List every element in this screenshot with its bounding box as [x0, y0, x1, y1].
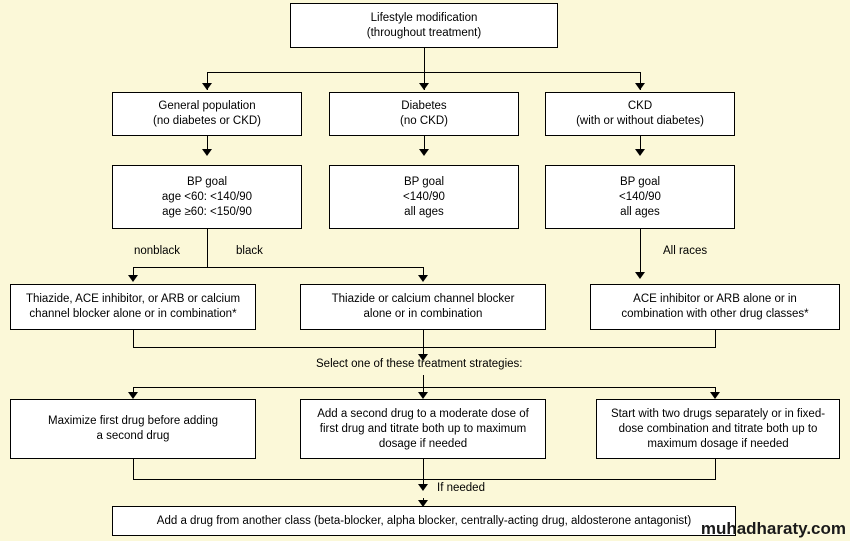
box-line: first drug and titrate both up to maximum	[319, 422, 527, 435]
arrow-to-diabetes	[419, 83, 429, 90]
connector-strategy3-out	[715, 459, 716, 479]
box-line: Add a second drug to a moderate dose of	[317, 407, 529, 420]
arrow-to-ckd-drugs	[635, 272, 645, 279]
arrow-to-black-drugs	[418, 275, 428, 282]
arrow-to-general-population	[202, 83, 212, 90]
drug-options-ckd-box	[590, 284, 840, 330]
box-line: Add a drug from another class (beta-blocker, alpha blocker, centrally-acting drug, aldosterone antagonist)	[156, 514, 692, 527]
box-line: CKD	[627, 100, 653, 112]
box-line: Thiazide or calcium channel blocker	[331, 293, 515, 305]
box-line: alone or in combination	[363, 308, 483, 320]
box-line: ACE inhibitor or ARB alone or in	[633, 293, 797, 305]
box-line: all ages	[620, 205, 660, 218]
box-line: (throughout treatment)	[366, 26, 482, 39]
connector-drug2-down	[423, 330, 424, 347]
label-black: black	[236, 245, 263, 257]
connector-race-bus	[133, 267, 423, 268]
box-line: Diabetes	[401, 100, 447, 112]
connector-strategy-bus	[133, 387, 716, 388]
connector-strategy-down	[423, 375, 424, 387]
connector-ckd-goal-down	[640, 229, 641, 275]
box-line: General population	[158, 100, 256, 112]
box-line: a second drug	[96, 430, 170, 442]
connector-drug1-down	[133, 330, 134, 347]
box-line: <140/90	[403, 190, 445, 203]
drug-options-black-box	[300, 284, 546, 330]
bp-goal-ckd-box	[545, 165, 735, 229]
general-population-box	[112, 92, 302, 136]
box-line: Maximize first drug before adding	[47, 415, 219, 427]
box-line: Start with two drugs separately or in fixed-	[610, 407, 826, 420]
arrow-to-goal-1	[202, 149, 212, 156]
arrow-to-ckd	[635, 83, 645, 90]
lifestyle-modification-box	[290, 3, 558, 48]
arrow-to-goal-3	[635, 149, 645, 156]
arrow-to-strategy-3	[710, 392, 720, 399]
box-line: (no diabetes or CKD)	[152, 115, 262, 127]
connector-drug3-down	[715, 330, 716, 347]
box-line: age <60: <140/90	[161, 190, 253, 203]
arrow-to-strategy-2	[418, 392, 428, 399]
arrow-to-if-needed	[418, 484, 428, 491]
strategy-start-two-drugs-box	[596, 399, 840, 459]
box-line: maximum dosage if needed	[647, 437, 789, 450]
connector-strategy2-out	[423, 459, 424, 479]
box-line: channel blocker alone or in combination*	[29, 308, 237, 320]
arrow-to-goal-2	[419, 149, 429, 156]
label-select-strategy: Select one of these treatment strategies:	[316, 358, 523, 370]
box-line: BP goal	[403, 175, 445, 188]
connector-genpop-goal-down	[207, 229, 208, 267]
box-line: (no CKD)	[400, 115, 448, 127]
box-line: dose combination and titrate both up to	[618, 422, 818, 435]
diabetes-box	[329, 92, 519, 136]
drug-options-nonblack-box	[10, 284, 256, 330]
box-line: all ages	[404, 205, 444, 218]
label-if-needed: If needed	[437, 482, 485, 494]
box-line: BP goal	[186, 175, 228, 188]
box-line: Thiazide, ACE inhibitor, or ARB or calcium	[25, 293, 241, 305]
box-line: age ≥60: <150/90	[162, 205, 252, 218]
strategy-add-second-drug-box	[300, 399, 546, 459]
ckd-box	[545, 92, 735, 136]
box-line: BP goal	[619, 175, 661, 188]
bp-goal-general-box	[112, 165, 302, 229]
box-line: dosage if needed	[378, 437, 468, 450]
connector-merge-bus	[133, 347, 716, 348]
connector-strategy1-out	[133, 459, 134, 479]
strategy-maximize-first-drug-box	[10, 399, 256, 459]
box-line: combination with other drug classes*	[621, 308, 809, 320]
connector-final-bus	[133, 479, 716, 480]
connector-title-down	[424, 48, 425, 72]
arrow-to-nonblack-drugs	[128, 275, 138, 282]
watermark-text: muhadharaty.com	[700, 519, 846, 538]
box-line: Lifestyle modification	[370, 11, 478, 24]
arrow-to-strategy-1	[128, 392, 138, 399]
box-line: (with or without diabetes)	[576, 115, 704, 127]
bp-goal-diabetes-box	[329, 165, 519, 229]
label-nonblack: nonblack	[134, 245, 181, 257]
final-add-another-class-box	[112, 506, 736, 536]
box-line: <140/90	[619, 190, 661, 203]
label-all-races: All races	[663, 245, 708, 257]
